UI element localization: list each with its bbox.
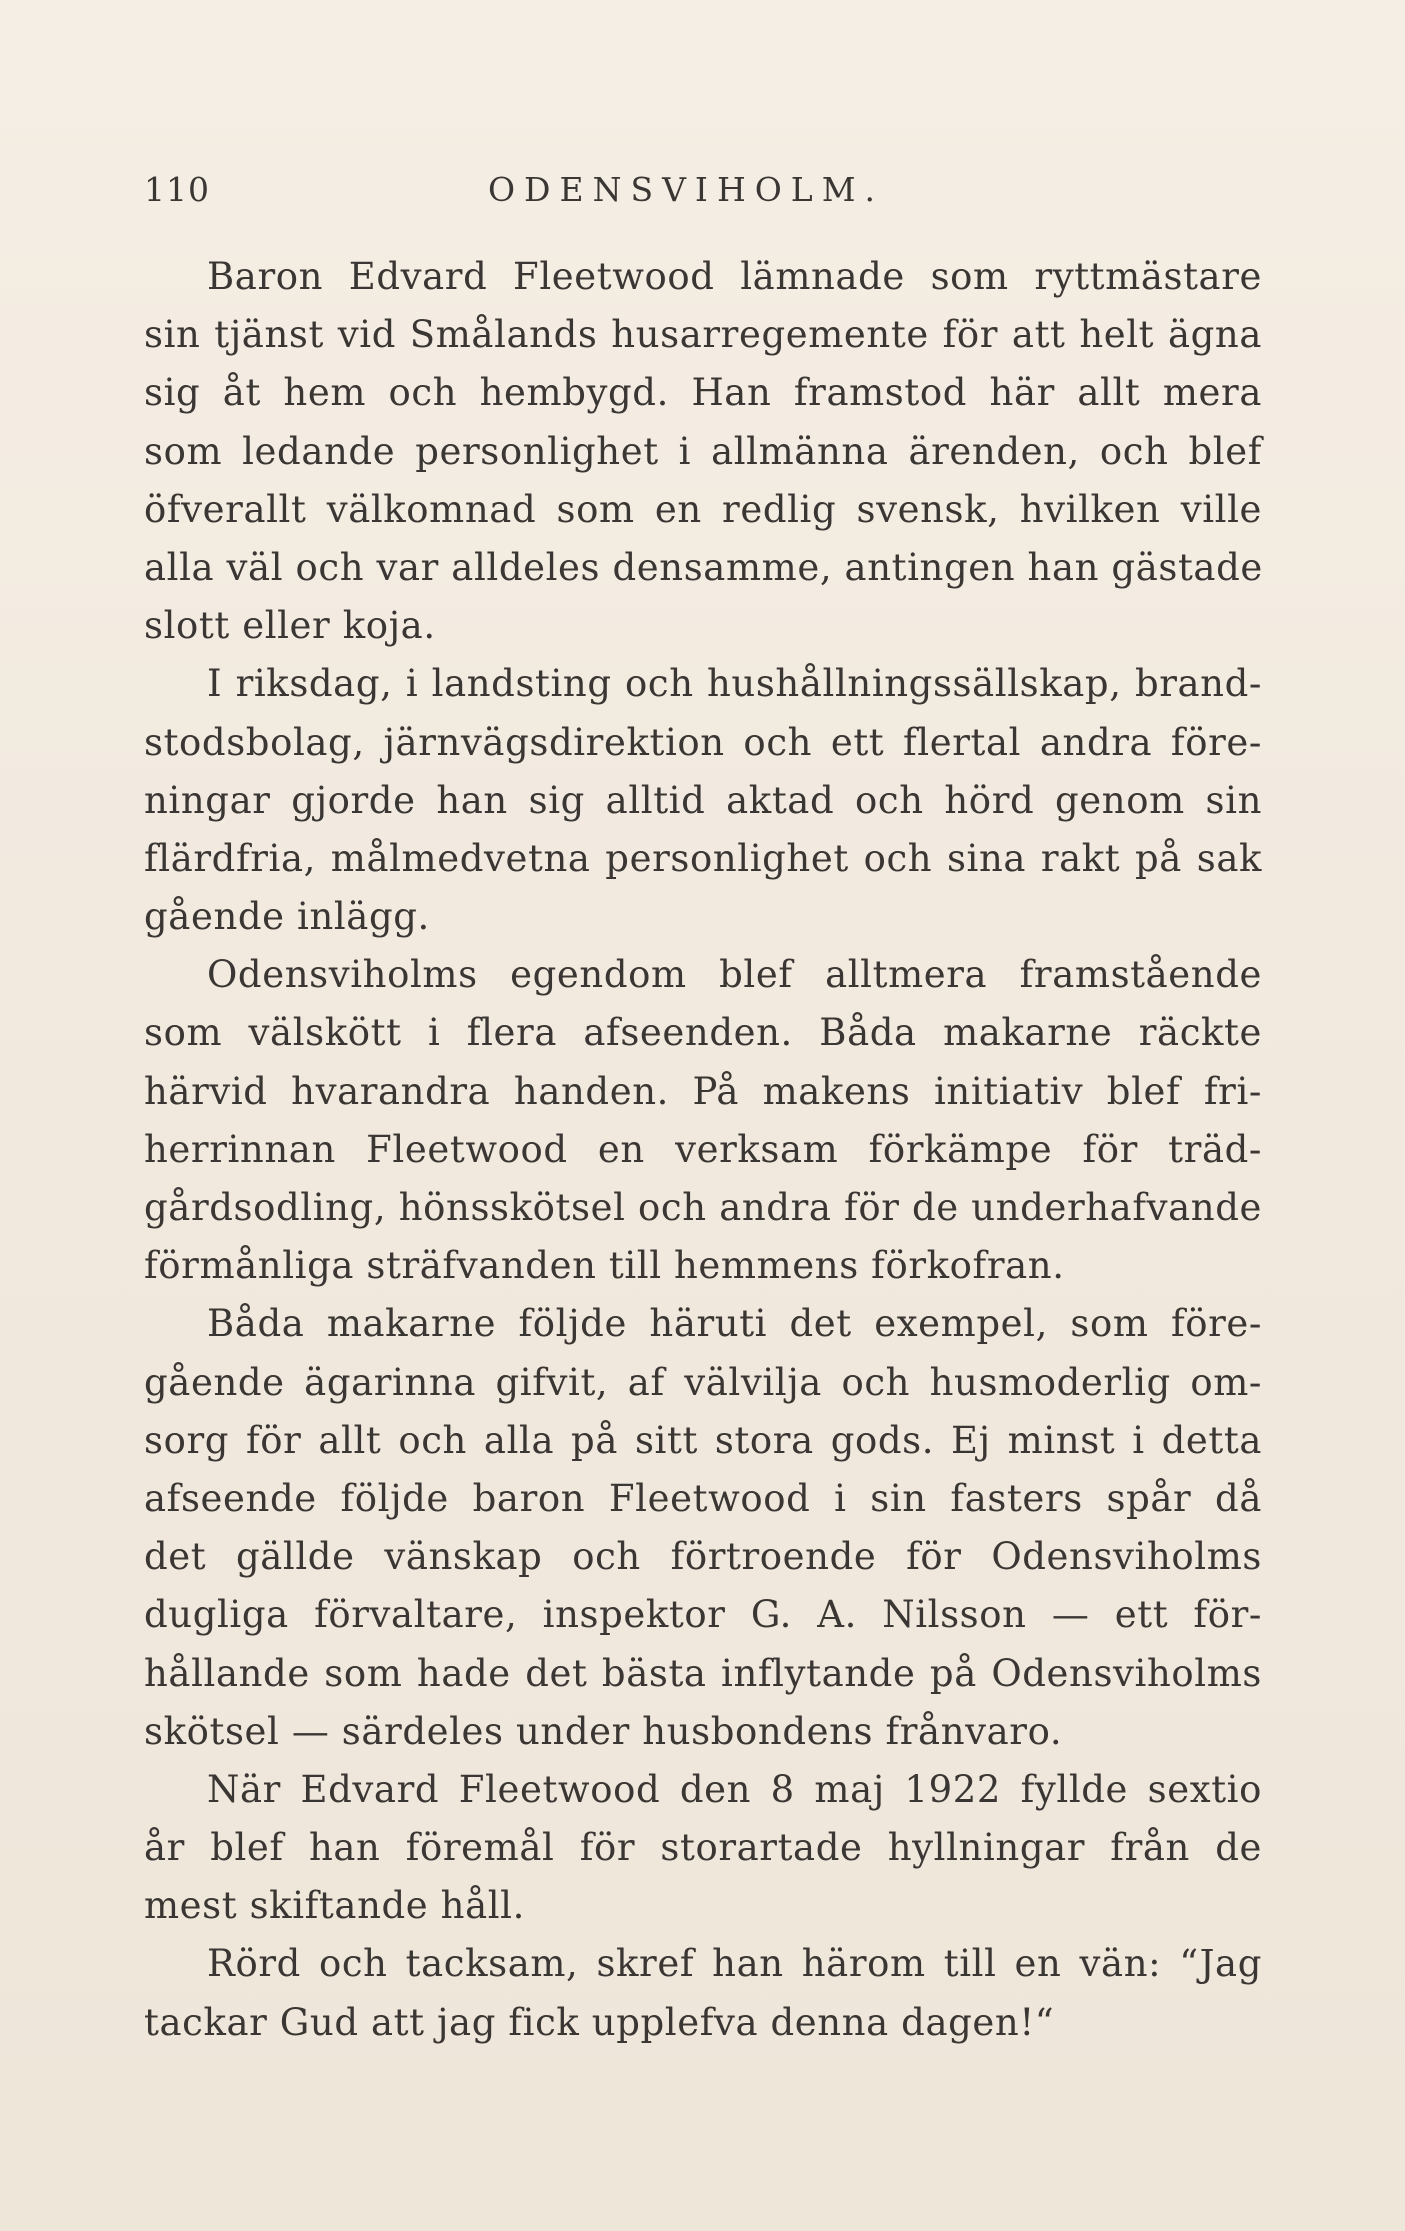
text-line: alla väl och var alldeles densamme, antingen han gästade <box>144 545 1263 589</box>
text-line: hållande som hade det bästa inflytande på Odensviholms <box>144 1651 1262 1695</box>
text-line: gående ägarinna gifvit, af välvilja och husmoderlig om- <box>144 1360 1262 1404</box>
text-line: herrinnan Fleetwood en verksam förkämpe för träd- <box>144 1127 1262 1171</box>
text-line: stodsbolag, järnvägsdirektion och ett flertal andra före- <box>144 720 1262 764</box>
text-line: sorg för allt och alla på sitt stora gods. Ej minst i detta <box>144 1418 1262 1462</box>
paragraph <box>144 1295 1262 1761</box>
text-line: slott eller koja. <box>144 604 436 648</box>
text-line: sig åt hem och hembygd. Han framstod här allt mera <box>144 371 1262 415</box>
paragraph <box>144 248 1262 655</box>
paragraph <box>144 655 1262 946</box>
text-line: sin tjänst vid Smålands husarregemente för att helt ägna <box>144 313 1262 357</box>
text-line: skötsel — särdeles under husbondens frånvaro. <box>144 1709 1063 1753</box>
text-line: gående inlägg. <box>144 895 430 939</box>
text-line: ningar gjorde han sig alltid aktad och hörd genom sin <box>144 778 1262 822</box>
paragraph <box>144 1761 1262 1936</box>
text-line: det gällde vänskap och förtroende för Odensviholms <box>144 1535 1262 1579</box>
text-line: gårdsodling, hönsskötsel och andra för de underhafvande <box>144 1186 1262 1229</box>
text-line: Odensviholms egendom blef alltmera framstående <box>207 953 1262 997</box>
page-number: 110 <box>144 170 210 209</box>
running-title: ODENSVIHOLM. <box>488 170 884 209</box>
text-line: mest skiftande håll. <box>144 1884 525 1928</box>
text-line: afseende följde baron Fleetwood i sin fasters spår då <box>144 1476 1262 1520</box>
text-line: När Edvard Fleetwood den 8 maj 1922 fyllde sextio <box>207 1767 1262 1811</box>
text-line: Baron Edvard Fleetwood lämnade som ryttmästare <box>207 255 1262 298</box>
text-line: förmånliga sträfvanden till hemmens förkofran. <box>144 1244 1065 1288</box>
paragraph <box>144 946 1262 1295</box>
text-line: öfverallt välkomnad som en redlig svensk, hvilken ville <box>144 487 1262 531</box>
text-line: Båda makarne följde häruti det exempel, som före- <box>207 1302 1262 1346</box>
paragraph <box>144 1935 1262 2051</box>
text-line: I riksdag, i landsting och hushållningssällskap, brand- <box>207 662 1262 706</box>
text-line: år blef han föremål för storartade hyllningar från de <box>144 1826 1262 1870</box>
text-line: flärdfria, målmedvetna personlighet och sina rakt på sak <box>144 836 1262 880</box>
text-line: tackar Gud att jag fick upplefva denna dagen!“ <box>144 2000 1055 2044</box>
text-line: dugliga förvaltare, inspektor G. A. Nilsson — ett för- <box>144 1593 1262 1637</box>
text-line: Rörd och tacksam, skref han härom till en vän: “Jag <box>207 1942 1262 1986</box>
body-text <box>144 248 1262 2052</box>
text-line: som välskött i flera afseenden. Båda makarne räckte <box>144 1011 1262 1055</box>
text-line: som ledande personlighet i allmänna ärenden, och blef <box>144 429 1262 473</box>
text-line: härvid hvarandra handen. På makens initiativ blef fri- <box>144 1069 1262 1113</box>
running-head <box>144 166 1262 214</box>
